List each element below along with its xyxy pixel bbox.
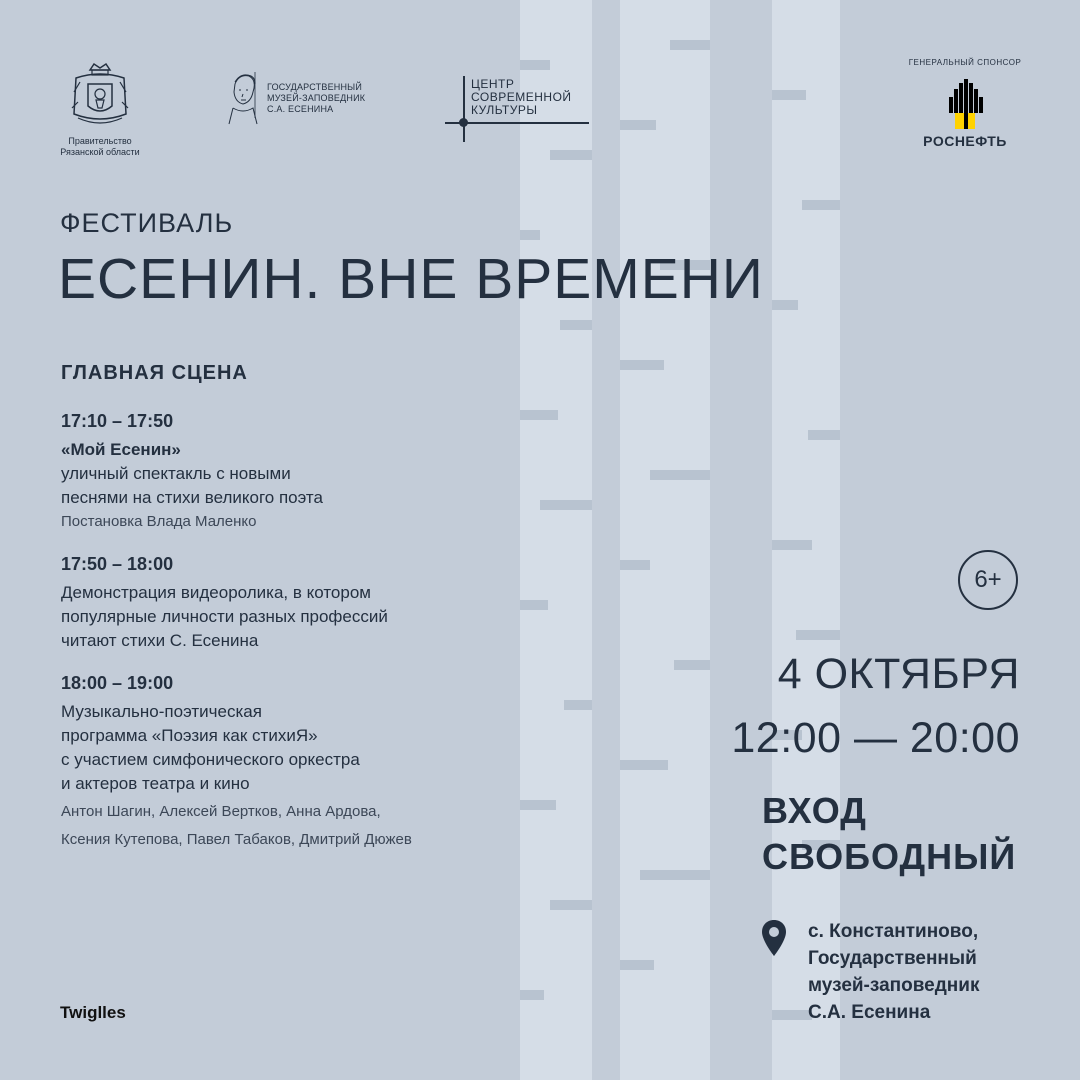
museum-logo bbox=[225, 70, 365, 126]
government-caption-line2: Рязанской области bbox=[60, 147, 140, 157]
event-date: 4 ОКТЯБРЯ bbox=[777, 650, 1020, 698]
event-line: и актеров театра и кино bbox=[61, 774, 250, 793]
entry-line1: ВХОД bbox=[762, 790, 867, 831]
museum-line2: МУЗЕЙ-ЗАПОВЕДНИК bbox=[267, 92, 366, 103]
event-line: читают стихи С. Есенина bbox=[61, 631, 259, 650]
event-note: Антон Шагин, Алексей Вертков, Анна Ардова, bbox=[61, 803, 381, 820]
birch-trunk-left bbox=[520, 0, 592, 1080]
event-time: 17:10 – 17:50 bbox=[61, 411, 174, 431]
event-line: Музыкально-поэтическая bbox=[61, 702, 262, 721]
event-hours: 12:00 — 20:00 bbox=[731, 714, 1020, 762]
program bbox=[61, 362, 521, 852]
address-line: С.А. Есенина bbox=[808, 1002, 931, 1023]
event-line: песнями на стихи великого поэта bbox=[61, 488, 323, 507]
sponsor-label: ГЕНЕРАЛЬНЫЙ СПОНСОР bbox=[908, 58, 1022, 67]
event-3 bbox=[61, 673, 521, 852]
culture-center-logo bbox=[445, 76, 595, 142]
address-line: с. Константиново, bbox=[808, 921, 979, 942]
rosneft-logo-icon bbox=[945, 77, 985, 129]
event-title: «Мой Есенин» bbox=[61, 440, 181, 459]
address-block bbox=[762, 918, 979, 1026]
museum-line1: ГОСУДАРСТВЕННЫЙ bbox=[267, 81, 363, 92]
age-rating-badge: 6+ bbox=[958, 550, 1018, 610]
event-line: Демонстрация видеоролика, в котором bbox=[61, 583, 371, 602]
event-line: популярные личности разных профессий bbox=[61, 607, 388, 626]
culture-center-line1: ЦЕНТР bbox=[471, 77, 515, 91]
birch-trunk-middle bbox=[620, 0, 710, 1080]
government-logo bbox=[55, 62, 145, 158]
event-note: Постановка Влада Маленко bbox=[61, 513, 257, 530]
event-line: уличный спектакль с новыми bbox=[61, 464, 291, 483]
sponsor-block bbox=[900, 58, 1030, 149]
sponsor-name: РОСНЕФТЬ bbox=[923, 133, 1007, 149]
address-line: музей-заповедник bbox=[808, 975, 980, 996]
entry-info bbox=[762, 788, 1016, 880]
government-caption-line1: Правительство bbox=[68, 136, 132, 146]
address-line: Государственный bbox=[808, 948, 977, 969]
event-line: с участием симфонического оркестра bbox=[61, 750, 360, 769]
footer-brand: Twiglles bbox=[60, 1003, 126, 1022]
location-pin-icon bbox=[762, 920, 786, 956]
event-2 bbox=[61, 554, 521, 653]
entry-line2: СВОБОДНЫЙ bbox=[762, 836, 1017, 877]
culture-center-line2: СОВРЕМЕННОЙ bbox=[471, 90, 572, 104]
event-time: 17:50 – 18:00 bbox=[61, 554, 174, 574]
festival-title: ЕСЕНИН. ВНЕ ВРЕМЕНИ bbox=[58, 247, 764, 311]
museum-line3: С.А. ЕСЕНИНА bbox=[267, 103, 334, 114]
esenin-portrait-icon bbox=[225, 70, 261, 126]
coat-of-arms-icon bbox=[68, 62, 132, 130]
stage-heading: ГЛАВНАЯ СЦЕНА bbox=[61, 362, 248, 384]
event-line: программа «Поэзия как стихиЯ» bbox=[61, 726, 318, 745]
festival-label: ФЕСТИВАЛЬ bbox=[60, 208, 234, 238]
event-1 bbox=[61, 411, 521, 534]
culture-center-line3: КУЛЬТУРЫ bbox=[471, 103, 538, 117]
event-time: 18:00 – 19:00 bbox=[61, 673, 174, 693]
event-note: Ксения Кутепова, Павел Табаков, Дмитрий Дюжев bbox=[61, 831, 412, 848]
